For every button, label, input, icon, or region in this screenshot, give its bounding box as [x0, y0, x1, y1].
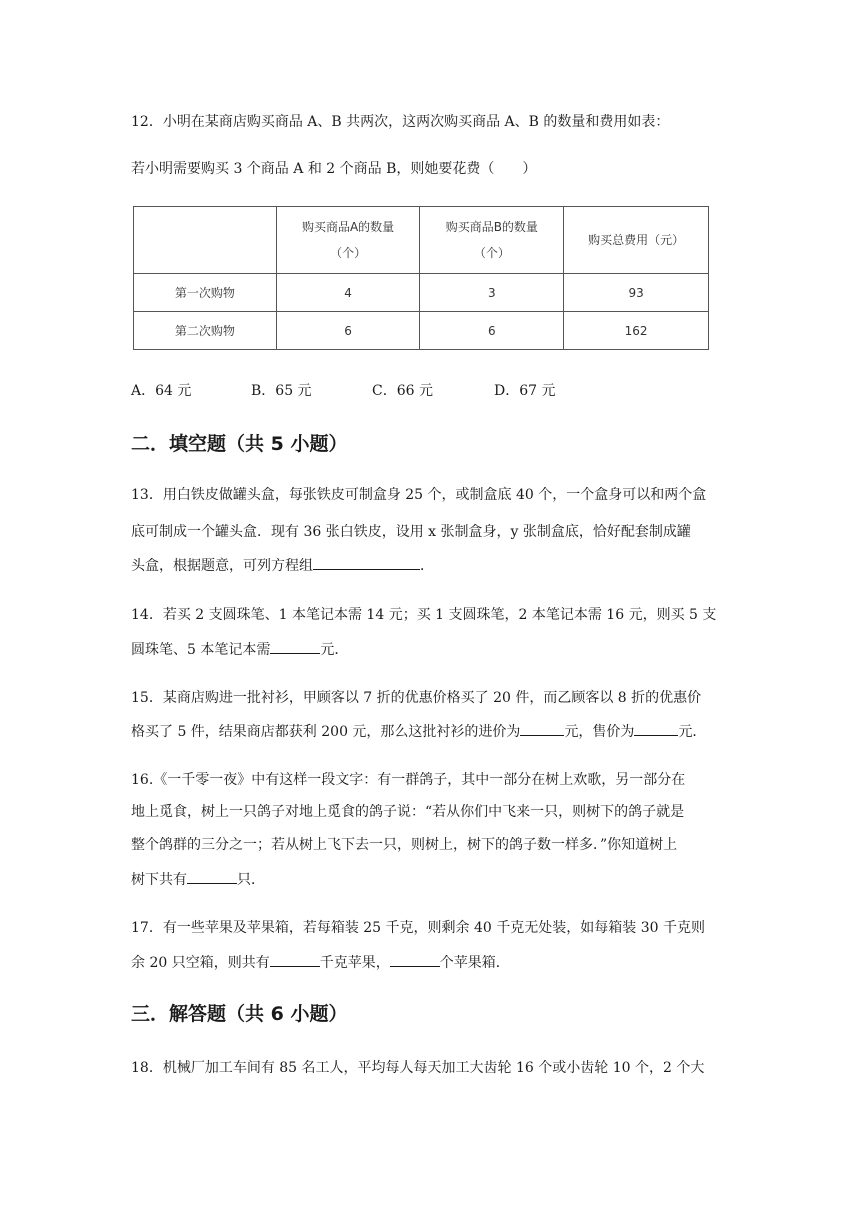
- table-header-row: [134, 207, 709, 274]
- option-c: C．66 元: [372, 383, 433, 399]
- q14-line-2: 圆珠笔、5 本笔记本需 元．: [131, 639, 731, 659]
- answer-blank: [313, 555, 420, 570]
- table-cell: 6: [420, 312, 564, 350]
- q12-line-2: 若小明需要购买 3 个商品 A 和 2 个商品 B，则她要花费（ ）: [131, 161, 537, 177]
- table-cell: 162: [564, 312, 709, 350]
- section-2-heading: 二．填空题（共 5 小题）: [131, 433, 348, 455]
- table-row: [134, 312, 709, 350]
- q13-line-1: 13．用白铁皮做罐头盒，每张铁皮可制盒身 25 个，或制盒底 40 个，一个盒身可以和两个盒: [131, 487, 707, 503]
- option-b: B．65 元: [251, 383, 312, 399]
- table-header-empty: [134, 207, 277, 274]
- q15-line-1: 15．某商店购进一批衬衫，甲顾客以 7 折的优惠价格买了 20 件，而乙顾客以 8 折的优惠价: [131, 690, 702, 706]
- table-cell: 4: [276, 274, 420, 312]
- q14-line-1: 14．若买 2 支圆珠笔、1 本笔记本需 14 元；买 1 支圆珠笔，2 本笔记本需 16 元，则买 5 支: [131, 607, 717, 623]
- answer-blank: [270, 952, 320, 967]
- q13-line-3: 头盒，根据题意，可列方程组 ．: [131, 555, 731, 575]
- q12-line-1: 12．小明在某商店购买商品 A、B 共两次，这两次购买商品 A、B 的数量和费用如表：: [131, 114, 670, 130]
- q12-table: [133, 206, 709, 350]
- answer-blank: [390, 952, 440, 967]
- table-header-qty-b: 购买商品B的数量 （个）: [420, 207, 564, 274]
- answer-blank: [634, 721, 678, 736]
- option-d: D．67 元: [494, 383, 556, 399]
- q17-line-2: 余 20 只空箱，则共有 千克苹果， 个苹果箱．: [131, 952, 731, 972]
- q13-line-2: 底可制成一个罐头盒．现有 36 张白铁皮，设用 x 张制盒身，y 张制盒底，恰好配套制成罐: [131, 524, 691, 540]
- option-a: A．64 元: [131, 383, 192, 399]
- q16-line-1: 16.《一千零一夜》中有这样一段文字：有一群鸽子，其中一部分在树上欢歌，另一部分在: [131, 772, 686, 788]
- table-header-total: 购买总费用（元）: [564, 207, 709, 274]
- table-cell: 3: [420, 274, 564, 312]
- answer-blank: [270, 639, 320, 654]
- answer-blank: [520, 721, 564, 736]
- q16-line-2: 地上觅食，树上一只鸽子对地上觅食的鸽子说：“若从你们中飞来一只，则树下的鸽子就是: [131, 804, 685, 820]
- table-cell: 6: [276, 312, 420, 350]
- q16-line-4: 树下共有 只．: [131, 869, 731, 889]
- q17-line-1: 17．有一些苹果及苹果箱，若每箱装 25 千克，则剩余 40 千克无处装，如每箱装 30 千克则: [131, 920, 705, 936]
- q15-line-2: 格买了 5 件，结果商店都获利 200 元，那么这批衬衫的进价为 元，售价为 元．: [131, 721, 731, 741]
- table-header-qty-a: 购买商品A的数量 （个）: [276, 207, 420, 274]
- table-cell: 93: [564, 274, 709, 312]
- table-row: [134, 274, 709, 312]
- answer-blank: [187, 869, 237, 884]
- section-3-heading: 三．解答题（共 6 小题）: [131, 1003, 348, 1025]
- q16-line-3: 整个鸽群的三分之一；若从树上飞下去一只，则树上，树下的鸽子数一样多．”你知道树上: [131, 837, 678, 853]
- table-cell: 第二次购物: [134, 312, 277, 350]
- table-cell: 第一次购物: [134, 274, 277, 312]
- q18-line-1: 18．机械厂加工车间有 85 名工人，平均每人每天加工大齿轮 16 个或小齿轮 10 个，2 个大: [131, 1060, 705, 1076]
